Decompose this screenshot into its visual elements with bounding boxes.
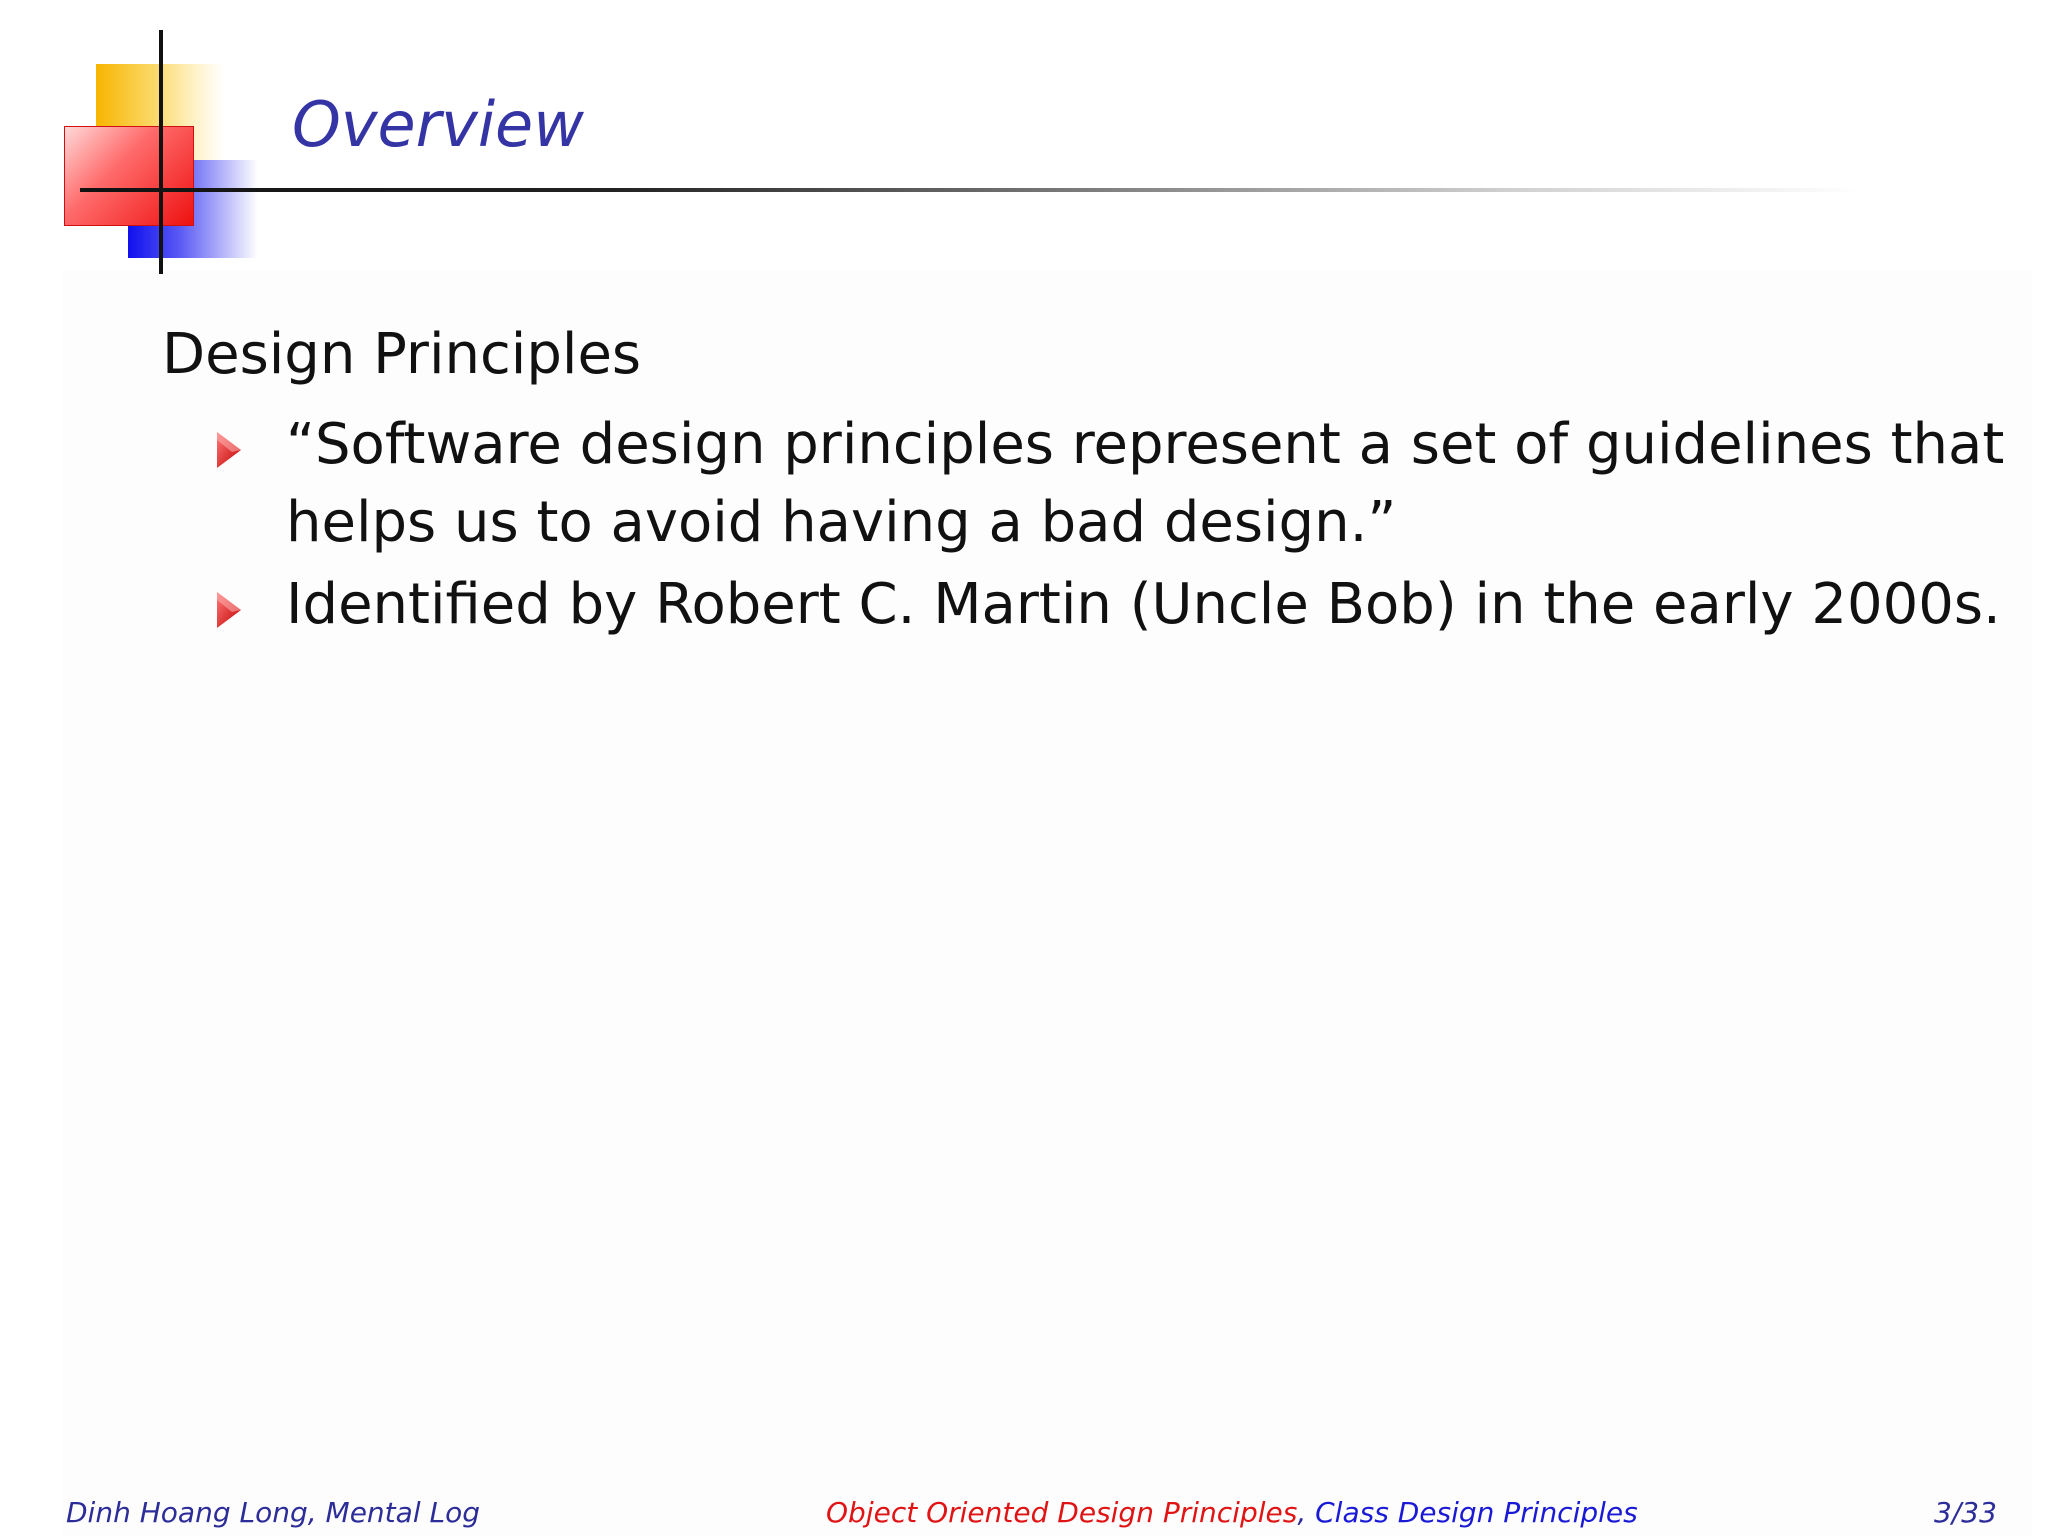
footer-separator: , — [1297, 1496, 1307, 1529]
bullet-text — [286, 406, 2005, 562]
vertical-line-decoration — [159, 30, 163, 274]
bullet-line: “Software design principles represent a set of guidelines that — [286, 412, 2005, 477]
beamer-squares-logo — [0, 0, 270, 280]
slide-title: Overview — [292, 88, 584, 161]
page-number: 3/33 — [1934, 1496, 1997, 1529]
footer — [0, 1496, 2048, 1536]
footer-title — [826, 1496, 1638, 1529]
triangle-bullet-icon — [214, 430, 244, 470]
title-underline — [80, 188, 1860, 192]
bullet-line: Identified by Robert C. Martin (Uncle Bob) in the early 2000s. — [286, 572, 2001, 637]
bullet-text — [286, 566, 2001, 644]
footer-section: Object Oriented Design Principles — [826, 1496, 1298, 1529]
bullet-line: helps us to avoid having a bad design.” — [286, 490, 1397, 555]
triangle-bullet-icon — [214, 590, 244, 630]
section-heading: Design Principles — [162, 322, 642, 387]
footer-author: Dinh Hoang Long, Mental Log — [66, 1496, 480, 1529]
footer-subsection: Class Design Principles — [1315, 1496, 1638, 1529]
red-square-decoration — [64, 126, 194, 226]
